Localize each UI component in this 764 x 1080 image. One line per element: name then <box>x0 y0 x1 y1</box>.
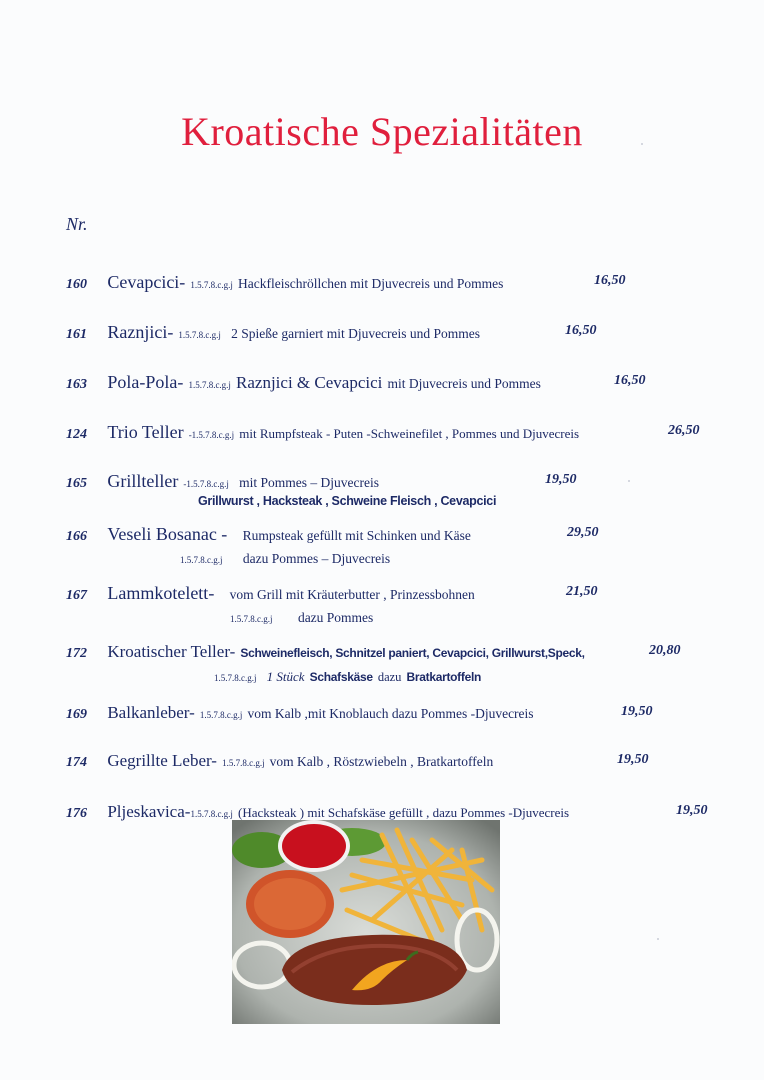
item-number: 176 <box>66 806 87 821</box>
item-price: 19,50 <box>617 752 649 767</box>
item-description: vom Grill mit Kräuterbutter , Prinzessbohnen <box>229 587 475 602</box>
item-name: Pljeskavica- <box>107 802 191 821</box>
item-price: 26,50 <box>668 423 700 438</box>
speck <box>657 938 659 940</box>
item-allergens: 1.5.7.8.c.g.j <box>190 809 233 819</box>
menu-item-167-details <box>230 607 373 629</box>
speck <box>641 143 643 145</box>
item-description: (Hacksteak ) mit Schafskäse gefüllt , dazu Pommes -Djuvecreis <box>238 805 570 820</box>
item-name: Lammkotelett- <box>107 583 215 603</box>
item-description: Hackfleischröllchen mit Djuvecreis und Pommes <box>238 276 504 291</box>
item-description-highlight: Raznjici & Cevapcici <box>236 373 383 392</box>
item-description: Rumpsteak gefüllt mit Schinken und Käse <box>242 528 471 543</box>
menu-item-169 <box>66 703 534 725</box>
item-description-2d: Bratkartoffeln <box>406 670 482 684</box>
item-allergens: -1.5.7.8.c.g.j <box>188 430 235 440</box>
item-name: Pola-Pola- <box>107 372 184 392</box>
item-description: vom Kalb ,mit Knoblauch dazu Pommes -Djuvecreis <box>247 706 534 721</box>
item-number: 169 <box>66 707 87 722</box>
item-price: 16,50 <box>594 273 626 288</box>
item-description-2: dazu Pommes – Djuvecreis <box>242 551 391 566</box>
item-number: 165 <box>66 476 87 491</box>
menu-item-160 <box>66 272 503 295</box>
menu-item-163 <box>66 372 541 395</box>
item-number: 161 <box>66 327 87 342</box>
menu-item-166 <box>66 524 471 547</box>
item-allergens: 1.5.7.8.c.g.j <box>214 673 257 683</box>
number-column-label: Nr. <box>66 214 88 234</box>
item-allergens: -1.5.7.8.c.g.j <box>183 479 229 489</box>
menu-item-166-details <box>180 548 390 570</box>
speck <box>628 480 630 482</box>
item-description-2c: dazu <box>377 670 402 684</box>
item-description-2: dazu Pommes <box>297 610 374 625</box>
item-description-2: Grillwurst , Hacksteak , Schweine Fleisch , Cevapcici <box>198 494 497 508</box>
food-photo-illustration <box>232 820 500 1024</box>
item-name: Balkanleber- <box>107 703 195 722</box>
item-description-2a: 1 Stück <box>266 669 305 684</box>
menu-item-172-details <box>214 666 481 688</box>
item-name: Veseli Bosanac - <box>107 524 228 544</box>
food-photo <box>232 820 500 1024</box>
item-price: 19,50 <box>676 803 708 818</box>
item-price: 19,50 <box>545 472 577 487</box>
item-number: 172 <box>66 646 87 661</box>
item-number: 167 <box>66 588 87 603</box>
menu-item-161 <box>66 322 480 345</box>
item-allergens: 1.5.7.8.c.g.j <box>199 710 243 720</box>
page-title: Kroatische Spezialitäten <box>181 109 583 154</box>
item-allergens: 1.5.7.8.c.g.j <box>178 330 221 340</box>
item-description: mit Rumpfsteak - Puten -Schweinefilet , Pommes und Djuvecreis <box>239 426 580 441</box>
item-name: Raznjici- <box>107 322 174 342</box>
item-number: 124 <box>66 427 87 442</box>
item-name: Trio Teller <box>107 422 184 442</box>
item-number: 163 <box>66 377 87 392</box>
item-description: vom Kalb , Röstzwiebeln , Bratkartoffeln <box>269 754 494 769</box>
menu-item-165-details <box>198 490 496 511</box>
item-price: 19,50 <box>621 704 653 719</box>
item-price: 16,50 <box>614 373 646 388</box>
item-description: mit Djuvecreis und Pommes <box>387 376 541 391</box>
item-name: Kroatischer Teller- <box>107 642 236 661</box>
item-price: 29,50 <box>567 525 599 540</box>
menu-item-167 <box>66 583 475 606</box>
item-price: 20,80 <box>649 643 681 658</box>
item-description: Schweinefleisch, Schnitzel paniert, Cevapcici, Grillwurst,Speck, <box>240 646 585 660</box>
item-allergens: 1.5.7.8.c.g.j <box>222 758 265 768</box>
item-description: mit Pommes – Djuvecreis <box>239 475 379 490</box>
item-name: Gegrillte Leber- <box>107 751 217 770</box>
item-description: 2 Spieße garniert mit Djuvecreis und Pommes <box>231 326 481 341</box>
item-number: 174 <box>66 755 87 770</box>
menu-item-174 <box>66 751 493 773</box>
item-price: 21,50 <box>566 584 598 599</box>
menu-item-124 <box>66 422 579 445</box>
item-allergens: 1.5.7.8.c.g.j <box>230 614 273 624</box>
item-name: Cevapcici- <box>107 272 186 292</box>
item-price: 16,50 <box>565 323 597 338</box>
item-name: Grillteller <box>107 471 179 491</box>
menu-item-172 <box>66 642 585 664</box>
item-allergens: 1.5.7.8.c.g.j <box>180 555 223 565</box>
item-allergens: 1.5.7.8.c.g.j <box>188 380 231 390</box>
item-allergens: 1.5.7.8.c.g.j <box>190 280 233 290</box>
item-number: 166 <box>66 529 87 544</box>
item-number: 160 <box>66 277 87 292</box>
item-description-2b: Schafskäse <box>309 670 373 684</box>
